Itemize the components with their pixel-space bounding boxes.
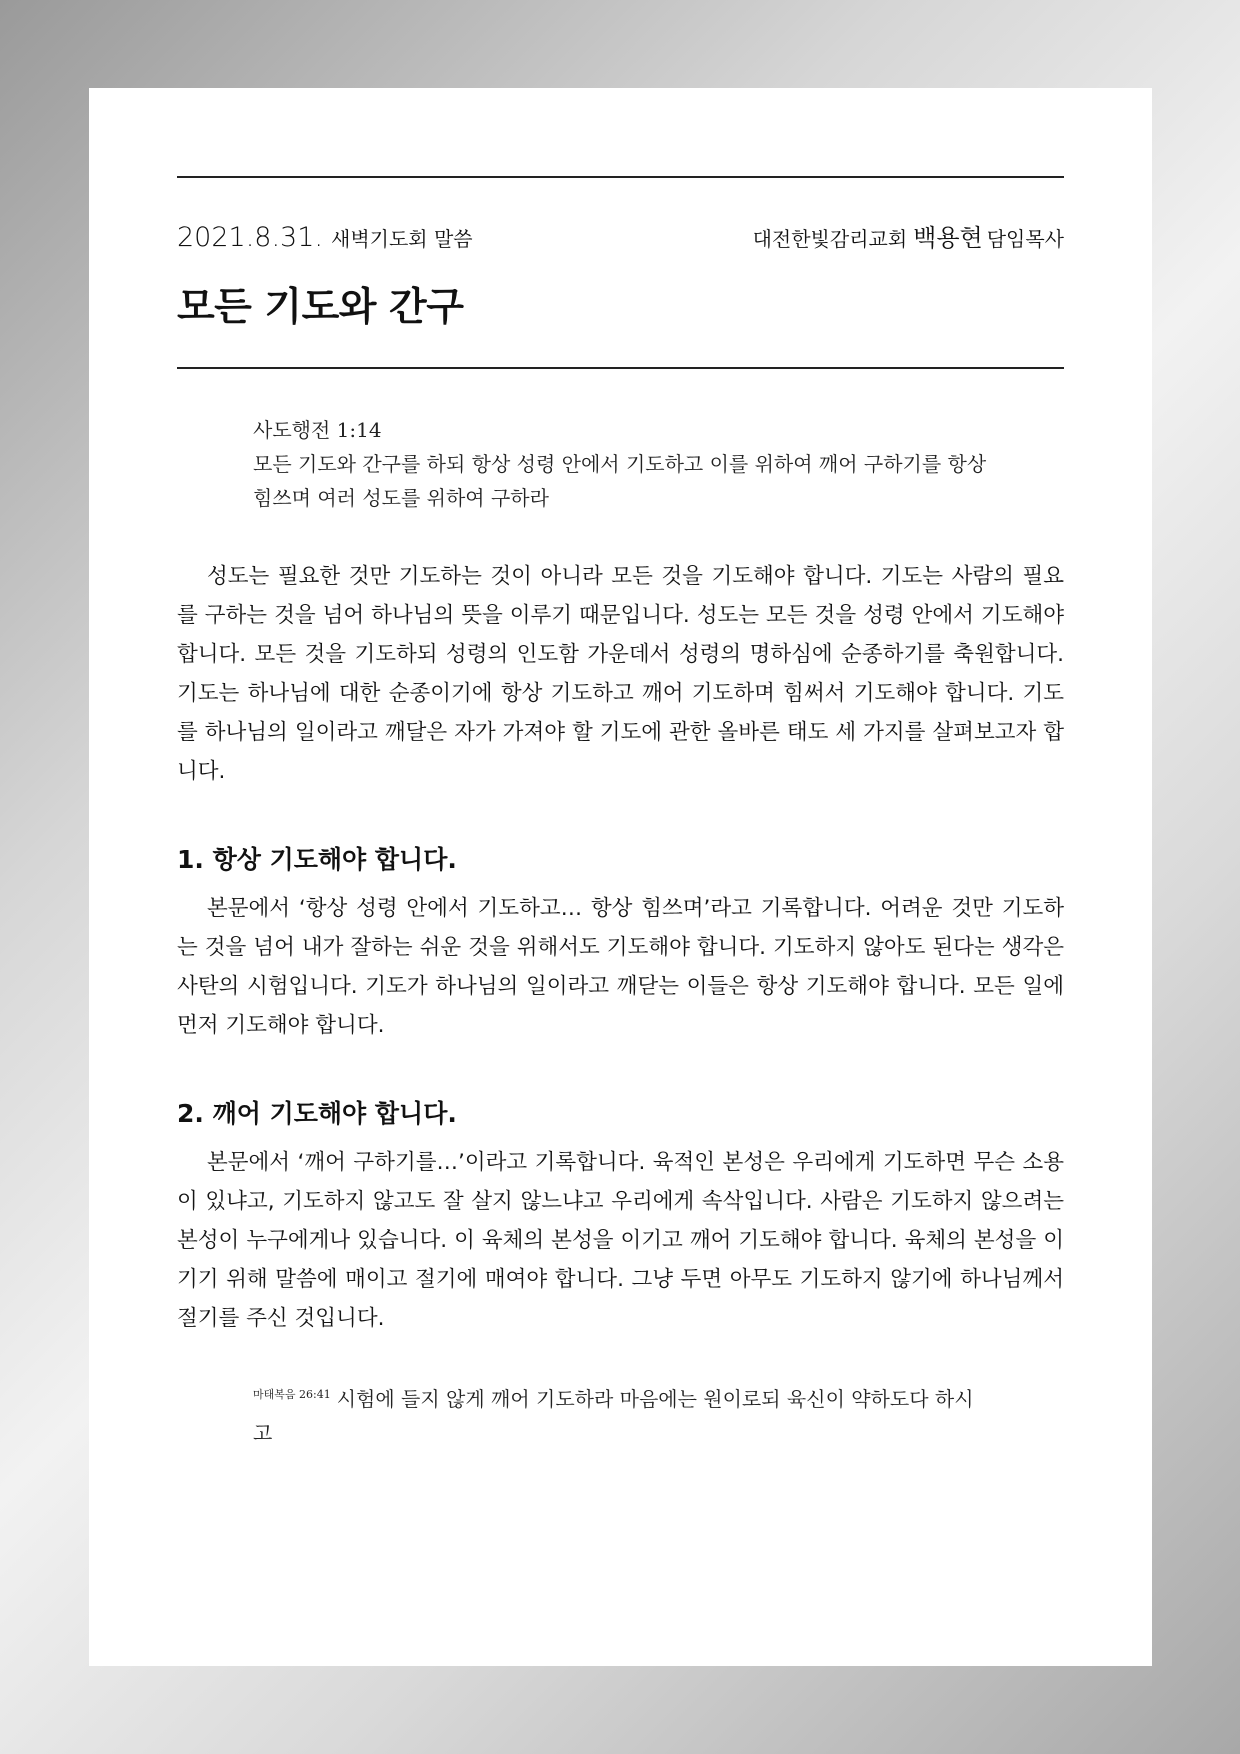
section-paragraph: 본문에서 ‘항상 성령 안에서 기도하고… 항상 힘쓰며’라고 기록합니다. 어려운 것만 기도하는 것을 넘어 내가 잘하는 쉬운 것을 위해서도 기도해야 합니다. 기도하지 않아도 된다는 생각은 사탄의 시험입니다. 기도가 하나님의 일이라고 깨닫는 이들은 항상 기도해야 합니다. 모든 일에 먼저 기도해야 합니다. bbox=[177, 896, 1064, 1038]
quote-reference: 마태복음 26:41 bbox=[253, 1388, 331, 1401]
scripture-reference: 사도행전 1:14 bbox=[253, 418, 382, 442]
scripture-block bbox=[253, 413, 988, 515]
sermon-title: 모든 기도와 간구 bbox=[177, 285, 464, 330]
preacher-info bbox=[753, 218, 1064, 253]
title-divider bbox=[177, 367, 1064, 369]
church-name: 대전한빛감리교회 bbox=[752, 227, 908, 251]
section-heading: 1. 항상 기도해야 합니다. bbox=[177, 845, 457, 874]
scripture-text: 모든 기도와 간구를 하되 항상 성령 안에서 기도하고 이를 위하여 깨어 구하기를 항상 힘쓰며 여러 성도를 위하여 구하라 bbox=[253, 452, 987, 510]
pastor-name: 백용현 bbox=[913, 224, 983, 252]
quote-text: 시험에 들지 않게 깨어 기도하라 마음에는 원이로되 육신이 약하도다 하시고 bbox=[253, 1387, 974, 1445]
section-paragraph: 본문에서 ‘깨어 구하기를…’이라고 기록합니다. 육적인 본성은 우리에게 기도하면 무슨 소용이 있냐고, 기도하지 않고도 잘 살지 않느냐고 우리에게 속삭입니다. 사람은 기도하지 않으려는 본성이 누구에게나 있습니다. 이 육체의 본성을 이기고 깨어 기도해야 합니다. 육체의 본성을 이기기 위해 말씀에 매이고 절기에 매여야 합니다. 그냥 두면 아무도 기도하지 않기에 하나님께서 절기를 주신 것입니다. bbox=[177, 1150, 1064, 1331]
top-divider bbox=[177, 176, 1064, 178]
document-page bbox=[89, 88, 1152, 1666]
intro-paragraph: 성도는 필요한 것만 기도하는 것이 아니라 모든 것을 기도해야 합니다. 기도는 사람의 필요를 구하는 것을 넘어 하나님의 뜻을 이루기 때문입니다. 성도는 모든 것을 성령 안에서 기도해야 합니다. 모든 것을 기도하되 성령의 인도함 가운데서 성령의 명하심에 순종하기를 축원합니다. 기도는 하나님에 대한 순종이기에 항상 기도하고 깨어 기도하며 힘써서 기도해야 합니다. 기도를 하나님의 일이라고 깨달은 자가 가져야 할 기도에 관한 올바른 태도 세 가지를 살펴보고자 합니다. bbox=[177, 564, 1064, 784]
quote-block bbox=[253, 1378, 988, 1450]
service-name: 새벽기도회 말씀 bbox=[331, 227, 473, 251]
section-heading: 2. 깨어 기도해야 합니다. bbox=[177, 1099, 457, 1128]
service-date: 2021.8.31. bbox=[177, 222, 323, 253]
document-header bbox=[177, 218, 1064, 254]
service-info bbox=[177, 222, 473, 253]
document-content bbox=[177, 176, 1064, 1450]
pastor-title: 담임목사 bbox=[986, 227, 1064, 251]
